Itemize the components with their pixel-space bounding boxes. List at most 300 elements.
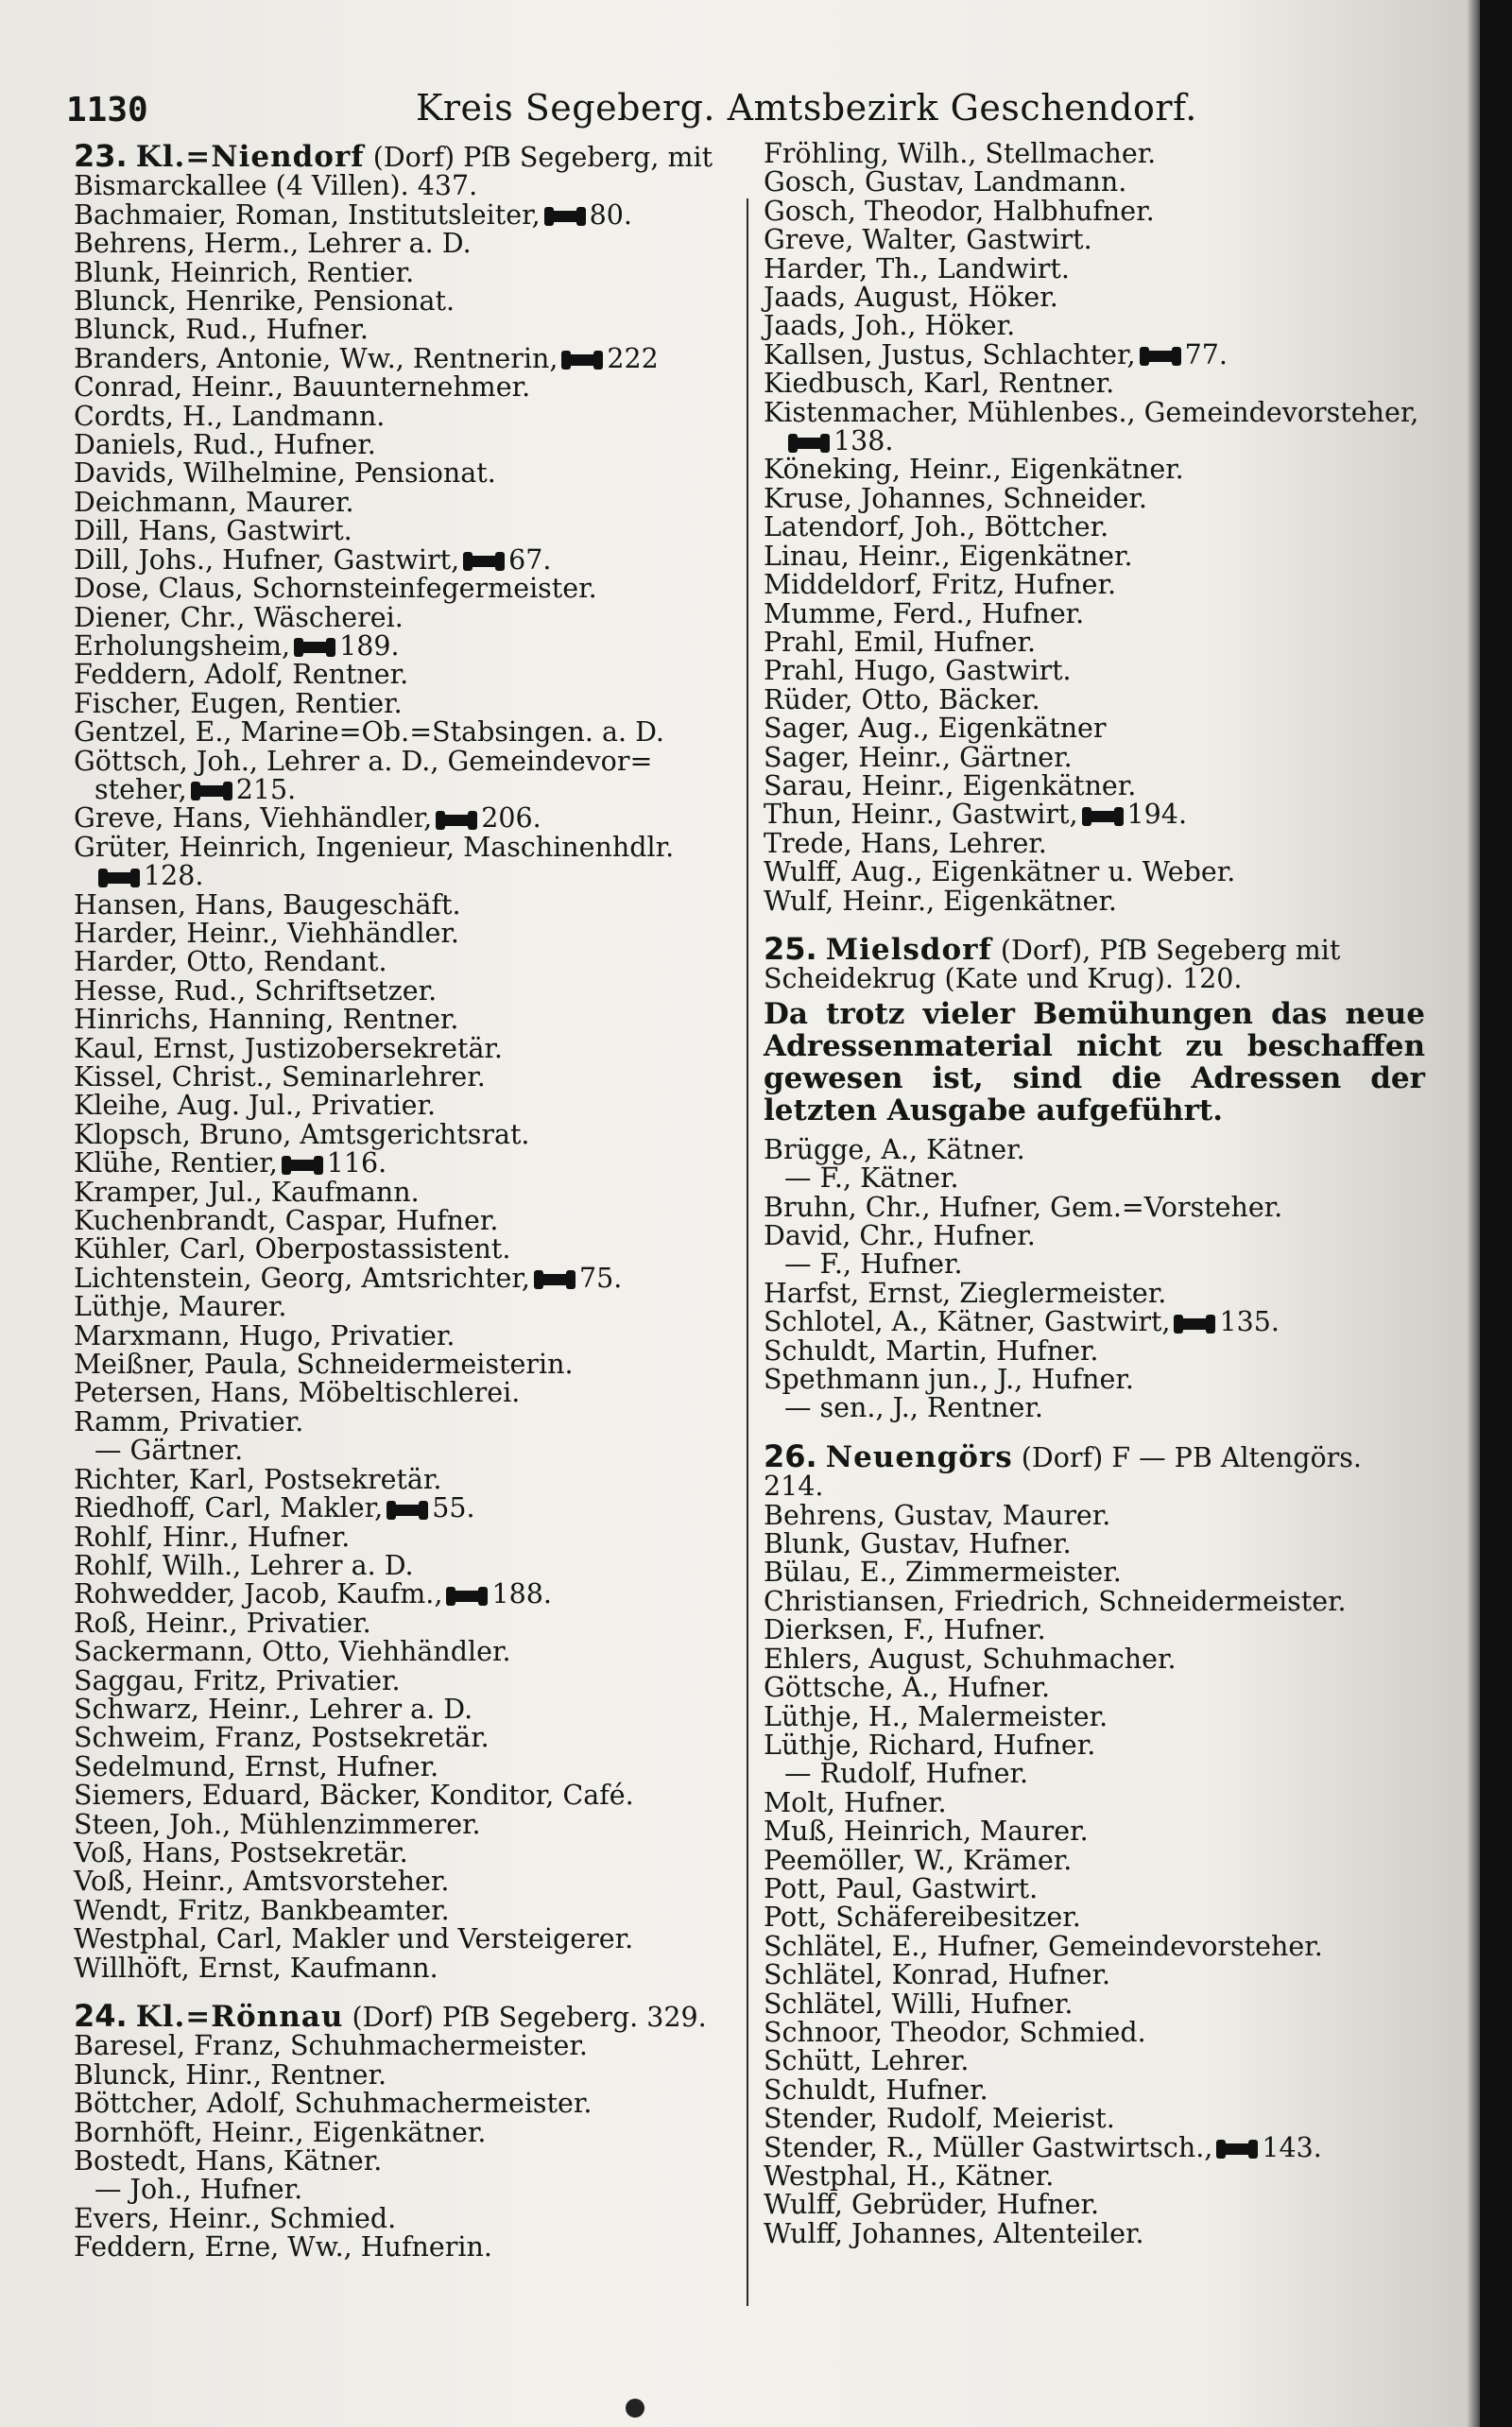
directory-entry <box>764 2016 1425 2048</box>
directory-entry <box>764 338 1425 370</box>
directory-entry <box>74 1868 735 1896</box>
entry-text: Steen, Joh., Mühlenzimmerer. <box>74 1808 481 1840</box>
telephone-icon <box>790 438 828 449</box>
telephone-number: 67. <box>508 543 552 576</box>
column-divider <box>747 198 748 2306</box>
directory-entry <box>764 1844 1425 1876</box>
directory-entry <box>764 1222 1425 1250</box>
entry-text: Blunck, Hinr., Rentner. <box>74 2058 387 2091</box>
directory-entry <box>764 1616 1425 1644</box>
entry-text: Klühe, Rentier, <box>74 1147 278 1179</box>
directory-entry <box>764 2131 1425 2163</box>
directory-entry <box>74 718 735 747</box>
entry-text: Latendorf, Joh., Böttcher. <box>764 511 1109 543</box>
entry-text: Pott, Paul, Gastwirt. <box>764 1872 1039 1904</box>
entry-continuation <box>764 1394 1425 1422</box>
entry-text: Kuchenbrandt, Caspar, Hufner. <box>74 1205 499 1237</box>
entry-text: — Rudolf, Hufner. <box>784 1758 1029 1790</box>
directory-entry <box>74 287 735 316</box>
directory-entry <box>764 1786 1425 1818</box>
entry-text: Petersen, Hans, Möbeltischlerei. <box>74 1377 521 1409</box>
entry-text: Wulff, Gebrüder, Hufner. <box>764 2189 1100 2221</box>
directory-entry <box>74 316 735 344</box>
entry-continuation <box>74 2176 735 2204</box>
entry-text: Feddern, Erne, Ww., Hufnerin. <box>74 2231 492 2263</box>
directory-entry <box>74 2090 735 2118</box>
directory-entry <box>74 687 735 719</box>
entry-text: Sedelmund, Ernst, Hufner. <box>74 1750 439 1782</box>
directory-entry <box>764 513 1425 542</box>
directory-entry <box>764 1872 1425 1904</box>
directory-entry <box>764 2162 1425 2191</box>
entry-text: Kallsen, Justus, Schlachter, <box>764 338 1136 370</box>
telephone-number: 135. <box>1219 1306 1280 1338</box>
entry-text: Gosch, Theodor, Halbhufner. <box>764 195 1155 227</box>
entry-text: Schuldt, Martin, Hufner. <box>764 1334 1099 1367</box>
directory-entry <box>74 629 735 662</box>
entry-text: Schnoor, Theodor, Schmied. <box>764 2016 1146 2048</box>
entry-text: Feddern, Adolf, Rentner. <box>74 659 409 691</box>
entry-text: Lüthje, Richard, Hufner. <box>764 1729 1096 1761</box>
directory-entry <box>74 1523 735 1552</box>
telephone-icon <box>465 556 503 567</box>
entry-text: Cordts, H., Landmann. <box>74 400 386 432</box>
directory-entry <box>74 373 735 402</box>
directory-entry <box>74 1664 735 1696</box>
telephone-icon <box>388 1505 426 1516</box>
telephone-icon <box>1218 2143 1256 2155</box>
directory-entry <box>74 517 735 545</box>
entry-text: Schuldt, Hufner. <box>764 2074 988 2106</box>
directory-entry <box>764 887 1425 916</box>
entry-text: Voß, Heinr., Amtsvorsteher. <box>74 1866 450 1898</box>
telephone-icon <box>296 642 334 653</box>
telephone-icon <box>563 354 601 366</box>
directory-entry <box>764 542 1425 571</box>
entry-text: Conrad, Heinr., Bauunternehmer. <box>74 371 531 404</box>
place-details: (Dorf) PſB Segeberg. 329. <box>343 2002 707 2033</box>
entry-text: Fischer, Eugen, Rentier. <box>74 687 403 719</box>
entry-text: Harder, Th., Landwirt. <box>764 252 1070 284</box>
entry-text: Schlätel, Willi, Hufner. <box>764 1988 1074 2020</box>
directory-entry <box>764 370 1425 398</box>
telephone-number: 215. <box>235 773 297 805</box>
directory-entry <box>764 1674 1425 1702</box>
directory-entry <box>764 195 1425 227</box>
entry-text: Middeldorf, Fritz, Hufner. <box>764 569 1117 601</box>
entry-text: Blunck, Henrike, Pensionat. <box>74 285 455 318</box>
entry-text: Harfst, Ernst, Zieglermeister. <box>764 1277 1167 1309</box>
entry-text: Bornhöft, Heinr., Eigenkätner. <box>74 2116 487 2148</box>
entry-text: Klopsch, Bruno, Amtsgerichtsrat. <box>74 1118 530 1150</box>
entry-text: Pott, Schäfereibesitzer. <box>764 1902 1081 1934</box>
entry-text: Marxmann, Hugo, Privatier. <box>74 1319 455 1351</box>
entry-text: — Joh., Hufner. <box>94 2174 303 2206</box>
telephone-number: 143. <box>1262 2131 1322 2163</box>
directory-entry <box>764 1930 1425 1962</box>
entry-continuation <box>764 1164 1425 1193</box>
entry-text: Rüder, Otto, Bäcker. <box>764 683 1040 715</box>
ink-blot <box>626 2399 644 2418</box>
directory-entry <box>764 827 1425 859</box>
entry-text: — sen., J., Rentner. <box>784 1392 1043 1424</box>
directory-entry <box>764 456 1425 484</box>
directory-entry <box>764 571 1425 599</box>
entry-text: Hansen, Hans, Baugeschäft. <box>74 888 461 921</box>
directory-entry <box>74 1638 735 1666</box>
telephone-icon <box>100 872 138 884</box>
entry-text: Köneking, Heinr., Eigenkätner. <box>764 454 1184 486</box>
right-column <box>764 140 1425 2248</box>
directory-entry <box>74 1176 735 1208</box>
entry-text: Wendt, Fritz, Bankbeamter. <box>74 1894 450 1926</box>
directory-entry <box>74 1006 735 1034</box>
directory-entry <box>764 597 1425 629</box>
directory-entry <box>74 1808 735 1840</box>
directory-entry <box>74 1118 735 1150</box>
entry-text: Kleihe, Aug. Jul., Privatier. <box>74 1090 437 1122</box>
directory-entry <box>74 1319 735 1351</box>
entry-text: Sager, Heinr., Gärtner. <box>764 741 1073 773</box>
section-number: 26. <box>764 1437 817 1474</box>
entry-text: Deichmann, Maurer. <box>74 486 354 518</box>
entry-text: Jaads, August, Höker. <box>764 282 1058 314</box>
entry-text: Ramm, Privatier. <box>74 1405 304 1437</box>
telephone-number: 128. <box>144 860 204 892</box>
directory-entry <box>74 745 735 777</box>
directory-entry <box>764 1990 1425 2019</box>
directory-entry <box>74 1207 735 1235</box>
section-heading <box>74 1998 735 2034</box>
entry-text: Schlätel, E., Hufner, Gemeindevorsteher. <box>764 1930 1323 1962</box>
entry-text: Lüthje, H., Malermeister. <box>764 1700 1108 1732</box>
directory-entry <box>74 1293 735 1321</box>
entry-text: Lichtenstein, Georg, Amtsrichter, <box>74 1262 530 1294</box>
entry-text: Dierksen, F., Hufner. <box>764 1614 1046 1646</box>
directory-entry <box>764 1334 1425 1367</box>
directory-entry <box>74 1724 735 1752</box>
entry-text: Christiansen, Friedrich, Schneidermeister. <box>764 1585 1347 1617</box>
directory-entry <box>764 312 1425 340</box>
directory-entry <box>74 1092 735 1120</box>
entry-text: Wulf, Heinr., Eigenkätner. <box>764 885 1117 917</box>
entry-text: Bostedt, Hans, Kätner. <box>74 2145 383 2177</box>
directory-entry <box>74 831 735 863</box>
entry-text: Sackermann, Otto, Viehhändler. <box>74 1636 511 1668</box>
entry-text: Muß, Heinrich, Maurer. <box>764 1816 1089 1848</box>
running-title: Kreis Segeberg. Amtsbezirk Geschendorf. <box>416 87 1197 129</box>
directory-entry <box>764 2076 1425 2105</box>
entry-text: Lüthje, Maurer. <box>74 1291 287 1323</box>
telephone-icon <box>284 1160 321 1171</box>
entry-text: Erholungsheim, <box>74 629 291 662</box>
entry-text: Branders, Antonie, Ww., Rentnerin, <box>74 342 558 374</box>
entry-text: Sarau, Heinr., Eigenkätner. <box>764 769 1137 801</box>
entry-text: Rohwedder, Jacob, Kaufm., <box>74 1578 443 1610</box>
directory-entry <box>764 1191 1425 1223</box>
entry-text: Wulff, Aug., Eigenkätner u. Weber. <box>764 856 1236 888</box>
entry-text: Spethmann jun., J., Hufner. <box>764 1364 1134 1396</box>
directory-entry <box>764 2047 1425 2075</box>
directory-entry <box>764 769 1425 801</box>
entry-text: Riedhoff, Carl, Makler, <box>74 1492 384 1524</box>
page-header <box>0 81 1474 138</box>
entry-text: Stender, Rudolf, Meierist. <box>764 2103 1115 2135</box>
entry-text: Harder, Otto, Rendant. <box>74 946 387 978</box>
directory-entry <box>74 1262 735 1294</box>
telephone-icon <box>193 785 231 797</box>
section-number: 23. <box>74 138 128 174</box>
directory-entry <box>74 888 735 921</box>
directory-entry <box>74 1580 735 1609</box>
directory-entry <box>74 342 735 374</box>
entry-text: Prahl, Emil, Hufner. <box>764 626 1037 658</box>
directory-entry <box>764 714 1425 743</box>
entry-text: Schütt, Lehrer. <box>764 2045 970 2077</box>
directory-entry <box>74 1379 735 1407</box>
directory-entry <box>74 1032 735 1064</box>
page-number: 1130 <box>66 91 148 129</box>
entry-text: Kaul, Ernst, Justizobersekretär. <box>74 1032 503 1064</box>
entry-continuation <box>764 1760 1425 1788</box>
directory-entry <box>74 230 735 258</box>
entry-text: Grüter, Heinrich, Ingenieur, Maschinenhdlr. <box>74 831 675 863</box>
entry-text: — Gärtner. <box>94 1435 244 1467</box>
directory-entry <box>764 1645 1425 1674</box>
entry-text: Prahl, Hugo, Gastwirt. <box>764 655 1072 687</box>
telephone-number: 116. <box>326 1147 387 1179</box>
directory-entry <box>764 1308 1425 1336</box>
section-number: 25. <box>764 930 817 967</box>
entry-text: Gentzel, E., Marine=Ob.=Stabsingen. a. D. <box>74 716 664 749</box>
entry-text: Dill, Johs., Hufner, Gastwirt, <box>74 543 460 576</box>
entry-text: Stender, R., Müller Gastwirtsch., <box>764 2131 1213 2163</box>
entry-text: Bachmaier, Roman, Institutsleiter, <box>74 198 541 231</box>
directory-entry <box>764 800 1425 829</box>
telephone-number: 206. <box>481 802 541 835</box>
section-heading <box>764 930 1425 995</box>
directory-entry <box>74 974 735 1007</box>
directory-entry <box>764 1558 1425 1587</box>
directory-entry <box>764 482 1425 514</box>
directory-entry <box>74 2147 735 2176</box>
entry-text: Blunk, Heinrich, Rentier. <box>74 256 415 288</box>
directory-entry <box>74 2032 735 2060</box>
directory-entry <box>74 2202 735 2234</box>
entry-text: Richter, Karl, Postsekretär. <box>74 1463 442 1495</box>
entry-text: — F., Kätner. <box>784 1162 959 1195</box>
entry-text: Kissel, Christ., Seminarlehrer. <box>74 1061 486 1093</box>
entry-text: Linau, Heinr., Eigenkätner. <box>764 540 1133 572</box>
telephone-number: 188. <box>491 1578 552 1610</box>
directory-entry <box>74 1836 735 1868</box>
telephone-icon <box>546 211 584 222</box>
telephone-number: 194. <box>1126 799 1188 831</box>
directory-entry <box>764 1530 1425 1558</box>
telephone-number: 55. <box>432 1492 475 1524</box>
entry-text: Schwarz, Heinr., Lehrer a. D. <box>74 1693 473 1725</box>
directory-entry <box>74 1925 735 1954</box>
directory-entry <box>74 198 735 231</box>
directory-entry <box>74 2058 735 2091</box>
entry-text: Baresel, Franz, Schuhmachermeister. <box>74 2030 588 2062</box>
entry-text: Hinrichs, Hanning, Rentner. <box>74 1004 459 1036</box>
entry-text: Sager, Aug., Eigenkätner <box>764 713 1107 745</box>
telephone-icon <box>1176 1318 1213 1330</box>
directory-entry <box>764 2191 1425 2219</box>
left-column <box>74 138 735 2263</box>
telephone-icon <box>448 1591 486 1602</box>
entry-text: Meißner, Paula, Schneidermeisterin. <box>74 1349 574 1381</box>
entry-text: Blunk, Gustav, Hufner. <box>764 1528 1072 1560</box>
telephone-number: 222 <box>607 342 659 374</box>
entry-text: David, Chr., Hufner. <box>764 1220 1036 1251</box>
directory-entry <box>74 601 735 633</box>
entry-continuation <box>74 773 735 805</box>
directory-entry <box>74 1894 735 1926</box>
section-heading <box>74 138 735 202</box>
directory-entry <box>74 543 735 576</box>
entry-text: Thun, Heinr., Gastwirt, <box>764 799 1078 831</box>
directory-entry <box>764 858 1425 886</box>
directory-entry <box>74 459 735 488</box>
directory-entry <box>764 683 1425 715</box>
entry-text: Willhöft, Ernst, Kaufmann. <box>74 1952 438 1984</box>
entry-text: steher, <box>94 773 187 805</box>
place-name: Neuengörs <box>825 1439 1013 1474</box>
directory-entry <box>764 1133 1425 1165</box>
directory-entry <box>74 431 735 459</box>
directory-entry <box>74 1782 735 1810</box>
telephone-icon <box>438 815 475 826</box>
directory-entry <box>74 400 735 432</box>
directory-entry <box>764 168 1425 197</box>
entry-text: Harder, Heinr., Viehhändler. <box>74 917 459 949</box>
book-spine-shadow <box>1480 0 1512 2427</box>
telephone-number: 80. <box>589 198 632 231</box>
entry-text: Kramper, Jul., Kaufmann. <box>74 1176 420 1208</box>
telephone-number: 75. <box>578 1262 623 1294</box>
directory-entry <box>764 1499 1425 1531</box>
entry-text: — F., Hufner. <box>784 1248 963 1281</box>
directory-entry <box>74 804 735 833</box>
entry-text: Blunck, Rud., Hufner. <box>74 314 369 346</box>
section-number: 24. <box>74 1998 128 2034</box>
directory-entry <box>74 1063 735 1092</box>
entry-text: Behrens, Herm., Lehrer a. D. <box>74 228 472 260</box>
section-heading <box>764 1437 1425 1503</box>
directory-entry <box>74 2233 735 2262</box>
place-details: (Dorf), PſB Segeberg mit Scheidekrug (Kate und Krug). 120. <box>764 934 1341 995</box>
entry-text: Behrens, Gustav, Maurer. <box>764 1499 1111 1531</box>
telephone-number: 189. <box>339 629 400 662</box>
telephone-number: 77. <box>1184 338 1228 370</box>
entry-text: Gosch, Gustav, Landmann. <box>764 166 1127 198</box>
directory-entry <box>764 252 1425 284</box>
directory-entry <box>764 226 1425 254</box>
directory-entry <box>74 1405 735 1437</box>
directory-entry <box>764 1817 1425 1846</box>
entry-text: Trede, Hans, Lehrer. <box>764 827 1047 859</box>
entry-text: Dill, Hans, Gastwirt. <box>74 515 352 547</box>
entry-text: Dose, Claus, Schornsteinfegermeister. <box>74 573 597 605</box>
telephone-icon <box>536 1274 574 1285</box>
entry-text: Kruse, Johannes, Schneider. <box>764 482 1147 514</box>
telephone-icon <box>1084 811 1122 822</box>
entry-text: Fröhling, Wilh., Stellmacher. <box>764 138 1157 169</box>
entry-text: Göttsche, A., Hufner. <box>764 1672 1051 1704</box>
place-name: Mielsdorf <box>825 932 992 967</box>
entry-continuation <box>74 1437 735 1465</box>
entry-text: Jaads, Joh., Höker. <box>764 310 1016 342</box>
entry-text: Rohlf, Wilh., Lehrer a. D. <box>74 1549 414 1581</box>
directory-entry <box>764 1585 1425 1617</box>
directory-entry <box>74 661 735 689</box>
entry-text: Westphal, H., Kätner. <box>764 2160 1055 2192</box>
directory-entry <box>74 1954 735 1983</box>
directory-entry <box>74 1235 735 1264</box>
directory-entry <box>764 741 1425 773</box>
entry-text: Böttcher, Adolf, Schuhmachermeister. <box>74 2088 593 2120</box>
entry-text: Davids, Wilhelmine, Pensionat. <box>74 457 496 490</box>
entry-continuation <box>764 1250 1425 1279</box>
directory-entry <box>74 2116 735 2148</box>
directory-entry <box>764 284 1425 312</box>
directory-entry <box>74 1695 735 1724</box>
directory-entry <box>764 628 1425 657</box>
directory-entry <box>764 2105 1425 2133</box>
place-details: (Dorf) PſB Segeberg, mit Bismarckallee (4 Villen). 437. <box>74 142 713 202</box>
entry-text: Greve, Hans, Viehhändler, <box>74 802 433 835</box>
directory-entry <box>74 1549 735 1581</box>
directory-entry <box>764 657 1425 685</box>
directory-entry <box>74 1351 735 1379</box>
entry-continuation <box>74 862 735 890</box>
directory-entry <box>764 396 1425 428</box>
entry-text: Siemers, Eduard, Bäcker, Konditor, Café. <box>74 1780 634 1812</box>
entry-text: Bülau, E., Zimmermeister. <box>764 1557 1122 1589</box>
entry-text: Molt, Hufner. <box>764 1786 947 1818</box>
entry-text: Voß, Hans, Postsekretär. <box>74 1836 408 1868</box>
directory-entry <box>74 1149 735 1178</box>
entry-text: Kistenmacher, Mühlenbes., Gemeindevorsteher, <box>764 396 1419 428</box>
entry-text: Bruhn, Chr., Hufner, Gem.=Vorsteher. <box>764 1191 1283 1223</box>
entry-text: Göttsch, Joh., Lehrer a. D., Gemeindevor= <box>74 745 653 777</box>
directory-entry <box>764 1903 1425 1932</box>
entry-text: Kiedbusch, Karl, Rentner. <box>764 368 1115 400</box>
directory-entry <box>74 948 735 976</box>
notice-text: Da trotz vieler Bemühungen das neue Adressenmaterial nicht zu beschaffen gewesen ist, sind die Adressen der letzten Ausgabe aufgeführt. <box>764 996 1425 1127</box>
entry-text: Brügge, A., Kätner. <box>764 1133 1025 1165</box>
telephone-icon <box>1142 351 1179 362</box>
directory-entry <box>764 140 1425 168</box>
directory-entry <box>764 1731 1425 1760</box>
entry-text: Greve, Walter, Gastwirt. <box>764 224 1092 256</box>
entry-text: Roß, Heinr., Privatier. <box>74 1607 371 1639</box>
entry-text: Wulff, Johannes, Altenteiler. <box>764 2217 1144 2249</box>
directory-entry <box>74 1609 735 1638</box>
directory-entry <box>74 575 735 603</box>
entry-text: Schweim, Franz, Postsekretär. <box>74 1722 490 1754</box>
entry-text: Evers, Heinr., Schmied. <box>74 2202 397 2234</box>
entry-text: Schlätel, Konrad, Hufner. <box>764 1959 1111 1991</box>
place-details: (Dorf) F — PB Altengörs. 214. <box>764 1441 1362 1503</box>
directory-entry <box>764 1277 1425 1309</box>
telephone-number: 138. <box>833 425 894 457</box>
directory-entry <box>74 1750 735 1782</box>
directory-entry <box>74 256 735 288</box>
entry-text: Mumme, Ferd., Hufner. <box>764 597 1085 629</box>
